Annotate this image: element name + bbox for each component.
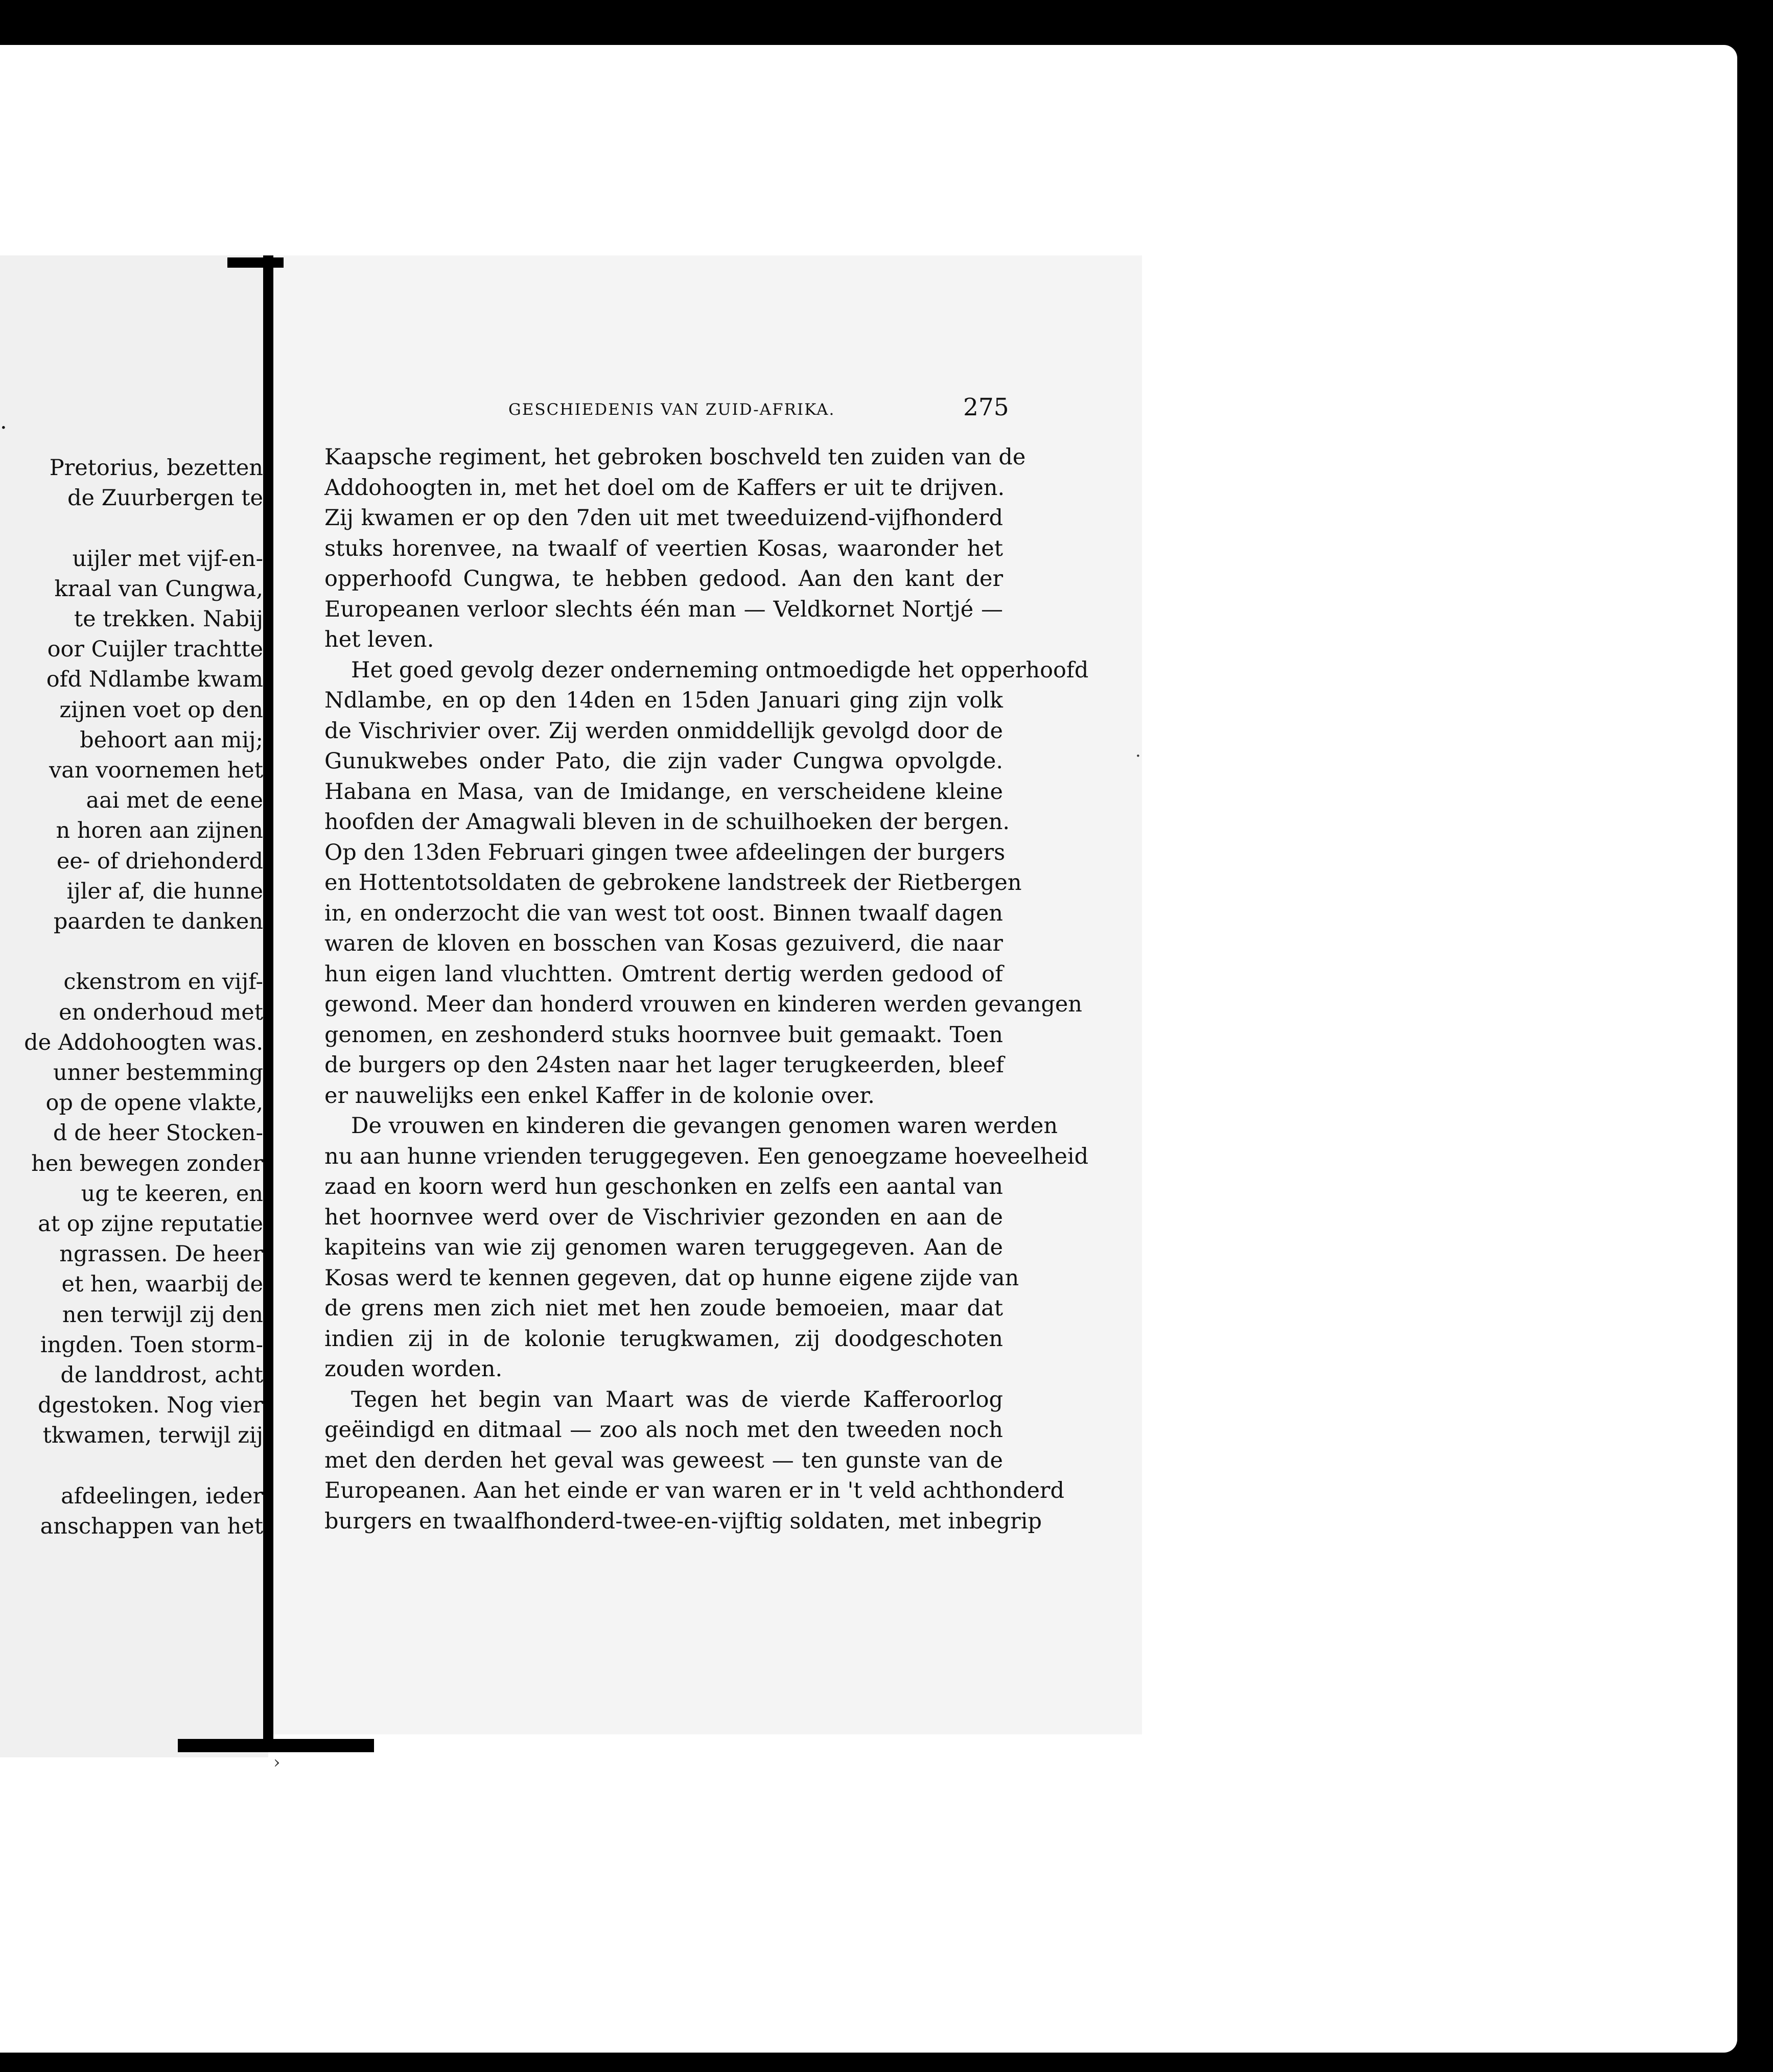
text-line: Het goed gevolg dezer onderneming ontmoedigde het opperhoofd bbox=[351, 657, 1089, 683]
text-line: burgers en twaalfhonderd-twee-en-vijftig soldaten, met inbegrip bbox=[324, 1508, 1042, 1534]
text-line: de burgers op den 24sten naar het lager terugkeerden, bleef bbox=[324, 1052, 1004, 1078]
binding-bar bbox=[263, 255, 273, 1752]
left-page-line: tkwamen, terwijl zij bbox=[42, 1423, 263, 1449]
left-page-line: de Zuurbergen te bbox=[67, 485, 263, 511]
text-line: met den derden het geval was geweest — ten gunste van de bbox=[324, 1447, 1003, 1473]
left-page-line: zijnen voet op den bbox=[59, 697, 263, 723]
text-line: kapiteins van wie zij genomen waren teruggegeven. Aan de bbox=[324, 1235, 1003, 1260]
left-page-line: ee- of driehonderd bbox=[56, 848, 263, 874]
text-line: hun eigen land vluchtten. Omtrent dertig werden gedood of bbox=[324, 961, 1003, 987]
text-line: in, en onderzocht die van west tot oost. Binnen twaalf dagen bbox=[324, 900, 1003, 926]
text-line: nu aan hunne vrienden teruggegeven. Een genoegzame hoeveelheid bbox=[324, 1143, 1089, 1169]
text-line: Habana en Masa, van de Imidange, en verscheidene kleine bbox=[324, 779, 1003, 805]
left-page-line: te trekken. Nabij bbox=[74, 606, 263, 632]
text-line: waren de kloven en bosschen van Kosas gezuiverd, die naar bbox=[324, 931, 1003, 956]
left-page-line: anschappen van het bbox=[40, 1514, 263, 1539]
text-line: Kosas werd te kennen gegeven, dat op hunne eigene zijde van bbox=[324, 1265, 1019, 1291]
left-page-line: hen bewegen zonder bbox=[31, 1150, 263, 1176]
text-line: genomen, en zeshonderd stuks hoornvee buit gemaakt. Toen bbox=[324, 1022, 1003, 1048]
left-page-line: op de opene vlakte, bbox=[45, 1090, 263, 1116]
text-line: het leven. bbox=[324, 627, 434, 652]
text-line: zouden worden. bbox=[324, 1356, 503, 1382]
text-line: en Hottentotsoldaten de gebrokene landstreek der Rietbergen bbox=[324, 870, 1022, 896]
text-line: zaad en koorn werd hun geschonken en zelfs een aantal van bbox=[324, 1174, 1003, 1199]
text-line: Op den 13den Februari gingen twee afdeelingen der burgers bbox=[324, 839, 1006, 865]
text-line: Tegen het begin van Maart was de vierde Kafferoorlog bbox=[351, 1386, 1003, 1412]
left-page-mark: . bbox=[0, 409, 7, 434]
page-header bbox=[273, 393, 1142, 424]
page-number: 275 bbox=[963, 393, 1009, 421]
left-page-line: dgestoken. Nog vier bbox=[37, 1393, 263, 1419]
text-line: Kaapsche regiment, het gebroken boschveld ten zuiden van de bbox=[324, 444, 1026, 470]
left-page-line: ug te keeren, en bbox=[81, 1181, 263, 1207]
scan-speck: · bbox=[1135, 746, 1141, 766]
binding-bar-top bbox=[227, 257, 284, 268]
left-page-line: ingden. Toen storm- bbox=[40, 1332, 263, 1358]
left-page-line: ofd Ndlambe kwam bbox=[46, 667, 263, 693]
left-page-line: nen terwijl zij den bbox=[62, 1302, 263, 1328]
left-page-line: van voornemen het bbox=[49, 758, 263, 783]
left-page-line: et hen, waarbij de bbox=[61, 1272, 263, 1298]
text-line: Zij kwamen er op den 7den uit met tweeduizend-vijfhonderd bbox=[324, 505, 1003, 531]
left-page-line: uijler met vijf-en- bbox=[72, 546, 263, 572]
left-page-line: de landdrost, acht bbox=[60, 1362, 263, 1388]
scan-speck: › bbox=[273, 1752, 281, 1773]
text-line: het hoornvee werd over de Vischrivier gezonden en aan de bbox=[324, 1204, 1003, 1230]
left-page-line: aai met de eene bbox=[86, 788, 263, 814]
text-line: opperhoofd Cungwa, te hebben gedood. Aan den kant der bbox=[324, 566, 1003, 592]
text-line: geëindigd en ditmaal — zoo als noch met den tweeden noch bbox=[324, 1417, 1003, 1443]
text-line: Ndlambe, en op den 14den en 15den Januari ging zijn volk bbox=[324, 688, 1003, 713]
text-line: Gunukwebes onder Pato, die zijn vader Cungwa opvolgde. bbox=[324, 748, 1003, 774]
left-page-line: de Addohoogten was. bbox=[24, 1029, 263, 1055]
left-page-line: oor Cuijler trachtte bbox=[47, 637, 263, 663]
text-line: hoofden der Amagwali bleven in de schuilhoeken der bergen. bbox=[324, 809, 1010, 835]
text-line: de grens men zich niet met hen zoude bemoeien, maar dat bbox=[324, 1296, 1003, 1321]
text-line: De vrouwen en kinderen die gevangen genomen waren werden bbox=[351, 1113, 1058, 1139]
text-line: Europeanen. Aan het einde er van waren er in 't veld achthonderd bbox=[324, 1478, 1065, 1503]
binding-bar-bottom bbox=[178, 1739, 374, 1752]
left-page-line: ngrassen. De heer bbox=[59, 1241, 263, 1267]
body-text bbox=[324, 442, 1089, 1537]
left-page-line: Pretorius, bezetten bbox=[49, 455, 263, 481]
text-line: er nauwelijks een enkel Kaffer in de kolonie over. bbox=[324, 1082, 875, 1109]
left-page-line: ijler af, die hunne bbox=[66, 878, 263, 904]
text-line: Europeanen verloor slechts één man — Veldkornet Nortjé — bbox=[324, 596, 1003, 622]
left-page-line: behoort aan mij; bbox=[80, 727, 263, 753]
left-page-line: en onderhoud met bbox=[59, 999, 263, 1025]
running-title: GESCHIEDENIS VAN ZUID-AFRIKA. bbox=[508, 401, 835, 419]
left-page-line: unner bestemming bbox=[53, 1060, 263, 1086]
left-page-line: afdeelingen, ieder bbox=[61, 1483, 263, 1509]
left-page-line: at op zijne reputatie bbox=[38, 1211, 263, 1237]
left-page-line: paarden te danken bbox=[53, 909, 263, 934]
left-page-line: n horen aan zijnen bbox=[56, 818, 263, 844]
text-line: gewond. Meer dan honderd vrouwen en kinderen werden gevangen bbox=[324, 992, 1082, 1017]
left-page-line: d de heer Stocken- bbox=[53, 1120, 263, 1146]
text-line: Addohoogten in, met het doel om de Kaffers er uit te drijven. bbox=[324, 475, 1005, 501]
left-page-line: ckenstrom en vijf- bbox=[63, 969, 263, 995]
left-page-fragment bbox=[0, 255, 268, 1757]
book-page bbox=[273, 255, 1142, 1734]
text-line: de Vischrivier over. Zij werden onmiddellijk gevolgd door de bbox=[324, 718, 1003, 744]
text-line: indien zij in de kolonie terugkwamen, zij doodgeschoten bbox=[324, 1326, 1003, 1352]
text-line: stuks horenvee, na twaalf of veertien Kosas, waaronder het bbox=[324, 535, 1003, 561]
left-page-line: kraal van Cungwa, bbox=[54, 576, 263, 602]
